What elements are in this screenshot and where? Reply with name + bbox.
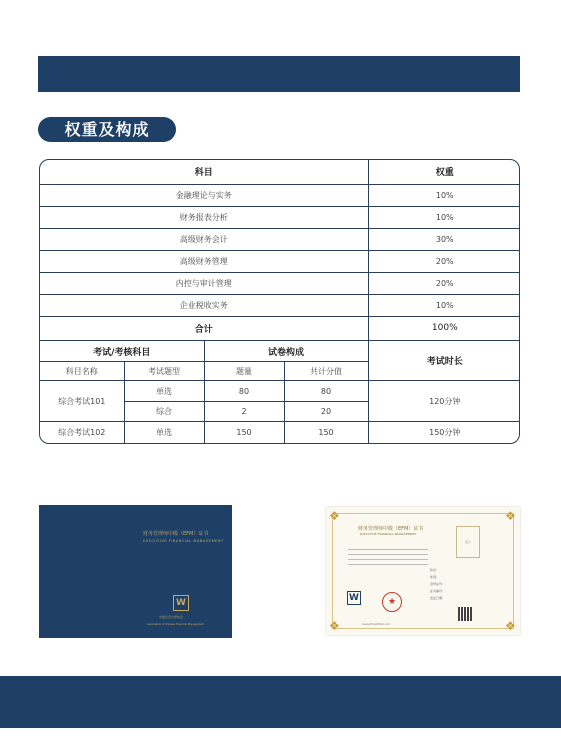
exam-count: 80 [204, 381, 284, 402]
weight-cell: 20% [368, 250, 520, 272]
exam-type: 单选 [124, 422, 204, 443]
exam-type: 综合 [124, 402, 204, 422]
subject-cell: 企业税收实务 [40, 294, 368, 316]
weight-cell: 20% [368, 272, 520, 294]
exam-row [40, 422, 520, 443]
certificate-field: 性别： [430, 575, 440, 579]
subject-cell: 内控与审计管理 [40, 272, 368, 294]
top-banner [38, 56, 520, 92]
paper-header: 试卷构成 [204, 341, 368, 362]
type-subheader: 考试题型 [124, 362, 204, 381]
cover-title: 财务管理师中级（EFM）证书 [143, 531, 209, 537]
certificate-image [326, 507, 520, 635]
cover-org: 中国总会计师协会 [159, 615, 184, 619]
certificate-field: 证书编号： [430, 589, 446, 593]
certificate-field: 身份证号： [430, 582, 446, 586]
exam-row [40, 381, 520, 402]
points-subheader: 共计分值 [284, 362, 368, 381]
subject-cell: 高级财务会计 [40, 228, 368, 250]
exam-duration: 150分钟 [368, 422, 520, 443]
certificate-field: 发证日期： [430, 596, 446, 600]
certificate-field: 姓名： [430, 568, 440, 572]
certificate-cover-image [39, 505, 232, 638]
exam-subject-header: 考试/考核科目 [40, 341, 204, 362]
bottom-banner [0, 676, 561, 728]
corner-ornament-icon: ❖ [329, 509, 340, 523]
exam-points: 150 [284, 422, 368, 443]
weight-row [40, 228, 520, 250]
exam-count: 2 [204, 402, 284, 422]
weights-header-row [40, 160, 520, 184]
exam-name: 综合考试101 [40, 381, 124, 422]
exam-name: 综合考试102 [40, 422, 124, 443]
name-subheader: 科目名称 [40, 362, 124, 381]
duration-header: 考试时长 [368, 341, 520, 381]
subject-cell: 金融理论与实务 [40, 184, 368, 206]
weight-header: 权重 [368, 160, 520, 184]
weight-cell: 10% [368, 184, 520, 206]
section-title: 权重及构成 [38, 117, 176, 142]
seal-icon: ★ [382, 592, 402, 612]
exam-points: 20 [284, 402, 368, 422]
corner-ornament-icon: ❖ [329, 619, 340, 633]
exam-header-row [40, 341, 520, 362]
logo-icon: W [173, 595, 189, 611]
exam-table [39, 159, 520, 444]
weight-cell: 10% [368, 294, 520, 316]
certificate-title: 财务管理师中级（EFM）证书 [358, 526, 424, 532]
weight-row [40, 184, 520, 206]
subject-header: 科目 [40, 160, 368, 184]
cover-org-en: Association of Chinese Financial Management [147, 623, 205, 626]
subject-cell: 高级财务管理 [40, 250, 368, 272]
exam-count: 150 [204, 422, 284, 443]
total-row [40, 316, 520, 340]
certificate-subtitle: EXECUTIVE FINANCIAL MANAGEMENT [360, 532, 417, 536]
weight-cell: 30% [368, 228, 520, 250]
weight-row [40, 272, 520, 294]
corner-ornament-icon: ❖ [505, 509, 516, 523]
qr-code-icon [458, 607, 472, 621]
weight-row [40, 250, 520, 272]
total-value: 100% [368, 316, 520, 340]
exam-points: 80 [284, 381, 368, 402]
logo-icon: W [347, 591, 361, 605]
photo-box: 照片 [456, 526, 480, 558]
weight-row [40, 294, 520, 316]
weight-row [40, 206, 520, 228]
weight-cell: 10% [368, 206, 520, 228]
total-label: 合计 [40, 316, 368, 340]
certificate-fields [430, 567, 445, 602]
subject-cell: 财务报表分析 [40, 206, 368, 228]
certificate-footer: www.efmcertified.com [362, 623, 391, 626]
corner-ornament-icon: ❖ [505, 619, 516, 633]
count-subheader: 题量 [204, 362, 284, 381]
exam-type: 单选 [124, 381, 204, 402]
certificate-text-lines [348, 549, 428, 569]
cover-subtitle: EXECUTIVE FINANCIAL MANAGEMENT [143, 539, 224, 543]
exam-duration: 120分钟 [368, 381, 520, 422]
